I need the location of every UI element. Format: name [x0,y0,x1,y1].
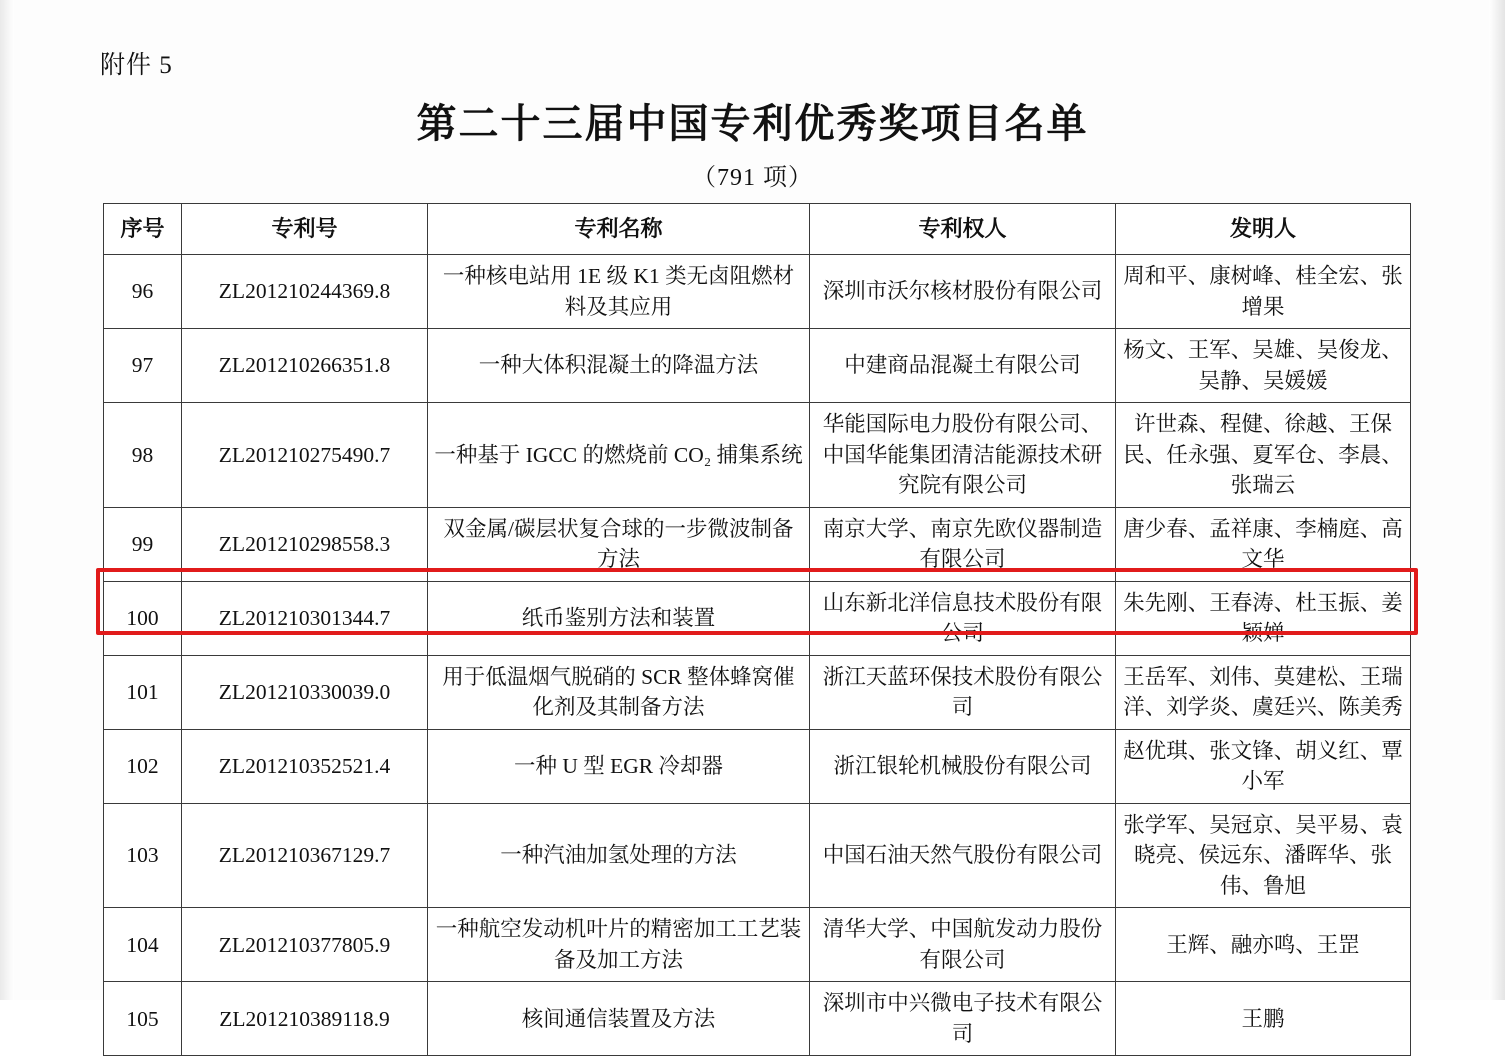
cell-inventors: 张学军、吴冠京、吴平易、袁晓亮、侯远东、潘晖华、张伟、鲁旭 [1116,803,1411,908]
cell-name: 一种基于 IGCC 的燃烧前 CO₂ 捕集系统 [428,403,810,508]
page-subtitle: （791 项） [692,165,813,191]
cell-patent-id: ZL201210275490.7 [182,403,428,508]
cell-inventors: 周和平、康树峰、桂全宏、张增果 [1116,255,1411,329]
cell-patent-id: ZL201210244369.8 [182,255,428,329]
cell-owner: 华能国际电力股份有限公司、中国华能集团清洁能源技术研究院有限公司 [810,403,1116,508]
cell-no: 104 [104,908,182,982]
cell-owner: 清华大学、中国航发动力股份有限公司 [810,908,1116,982]
cell-owner: 深圳市中兴微电子技术有限公司 [810,982,1116,1056]
cell-no: 103 [104,803,182,908]
cell-owner: 中国石油天然气股份有限公司 [810,803,1116,908]
cell-inventors: 朱先刚、王春涛、杜玉振、姜颖婵 [1116,581,1411,655]
cell-no: 97 [104,329,182,403]
column-header-owner: 专利权人 [810,204,1116,255]
column-header-name: 专利名称 [428,204,810,255]
cell-owner: 浙江天蓝环保技术股份有限公司 [810,655,1116,729]
cell-name: 一种大体积混凝土的降温方法 [428,329,810,403]
cell-inventors: 许世森、程健、徐越、王保民、任永强、夏军仓、李晨、张瑞云 [1116,403,1411,508]
column-header-no: 序号 [104,204,182,255]
cell-name: 一种汽油加氢处理的方法 [428,803,810,908]
cell-inventors: 王辉、融亦鸣、王罡 [1116,908,1411,982]
cell-name: 一种航空发动机叶片的精密加工工艺装备及加工方法 [428,908,810,982]
cell-owner: 深圳市沃尔核材股份有限公司 [810,255,1116,329]
table-row [104,982,1411,1056]
column-header-patent-id: 专利号 [182,204,428,255]
cell-no: 101 [104,655,182,729]
cell-no: 102 [104,729,182,803]
table-row [104,255,1411,329]
cell-name: 一种 U 型 EGR 冷却器 [428,729,810,803]
cell-no: 105 [104,982,182,1056]
attachment-label: 附件 5 [100,52,173,79]
table-row [104,329,1411,403]
cell-owner: 南京大学、南京先欧仪器制造有限公司 [810,507,1116,581]
cell-inventors: 王鹏 [1116,982,1411,1056]
cell-inventors: 唐少春、孟祥康、李楠庭、高文华 [1116,507,1411,581]
table-row [104,803,1411,908]
cell-patent-id: ZL201210389118.9 [182,982,428,1056]
table-header-row [104,204,1411,255]
cell-inventors: 杨文、王军、吴雄、吴俊龙、吴静、吴媛媛 [1116,329,1411,403]
cell-patent-id: ZL201210266351.8 [182,329,428,403]
cell-patent-id: ZL201210330039.0 [182,655,428,729]
cell-name: 核间通信装置及方法 [428,982,810,1056]
cell-patent-id: ZL201210367129.7 [182,803,428,908]
cell-patent-id: ZL201210301344.7 [182,581,428,655]
cell-no: 98 [104,403,182,508]
column-header-inventors: 发明人 [1116,204,1411,255]
cell-patent-id: ZL201210352521.4 [182,729,428,803]
cell-name: 一种核电站用 1E 级 K1 类无卤阻燃材料及其应用 [428,255,810,329]
cell-name: 双金属/碳层状复合球的一步微波制备方法 [428,507,810,581]
cell-patent-id: ZL201210377805.9 [182,908,428,982]
table-body [104,255,1411,1056]
cell-name: 用于低温烟气脱硝的 SCR 整体蜂窝催化剂及其制备方法 [428,655,810,729]
cell-patent-id: ZL201210298558.3 [182,507,428,581]
cell-name: 纸币鉴别方法和装置 [428,581,810,655]
table-row [104,729,1411,803]
patent-list-table [103,203,1411,1056]
cell-no: 99 [104,507,182,581]
table-row [104,908,1411,982]
table-row-highlighted [104,655,1411,729]
page-title: 第二十三届中国专利优秀奖项目名单 [416,100,1089,147]
table-row [104,581,1411,655]
cell-inventors: 赵优琪、张文锋、胡义红、覃小军 [1116,729,1411,803]
table-row [104,507,1411,581]
cell-owner: 山东新北洋信息技术股份有限公司 [810,581,1116,655]
cell-owner: 中建商品混凝土有限公司 [810,329,1116,403]
cell-owner: 浙江银轮机械股份有限公司 [810,729,1116,803]
cell-no: 100 [104,581,182,655]
table-row [104,403,1411,508]
cell-inventors: 王岳军、刘伟、莫建松、王瑞洋、刘学炎、虞廷兴、陈美秀 [1116,655,1411,729]
cell-no: 96 [104,255,182,329]
